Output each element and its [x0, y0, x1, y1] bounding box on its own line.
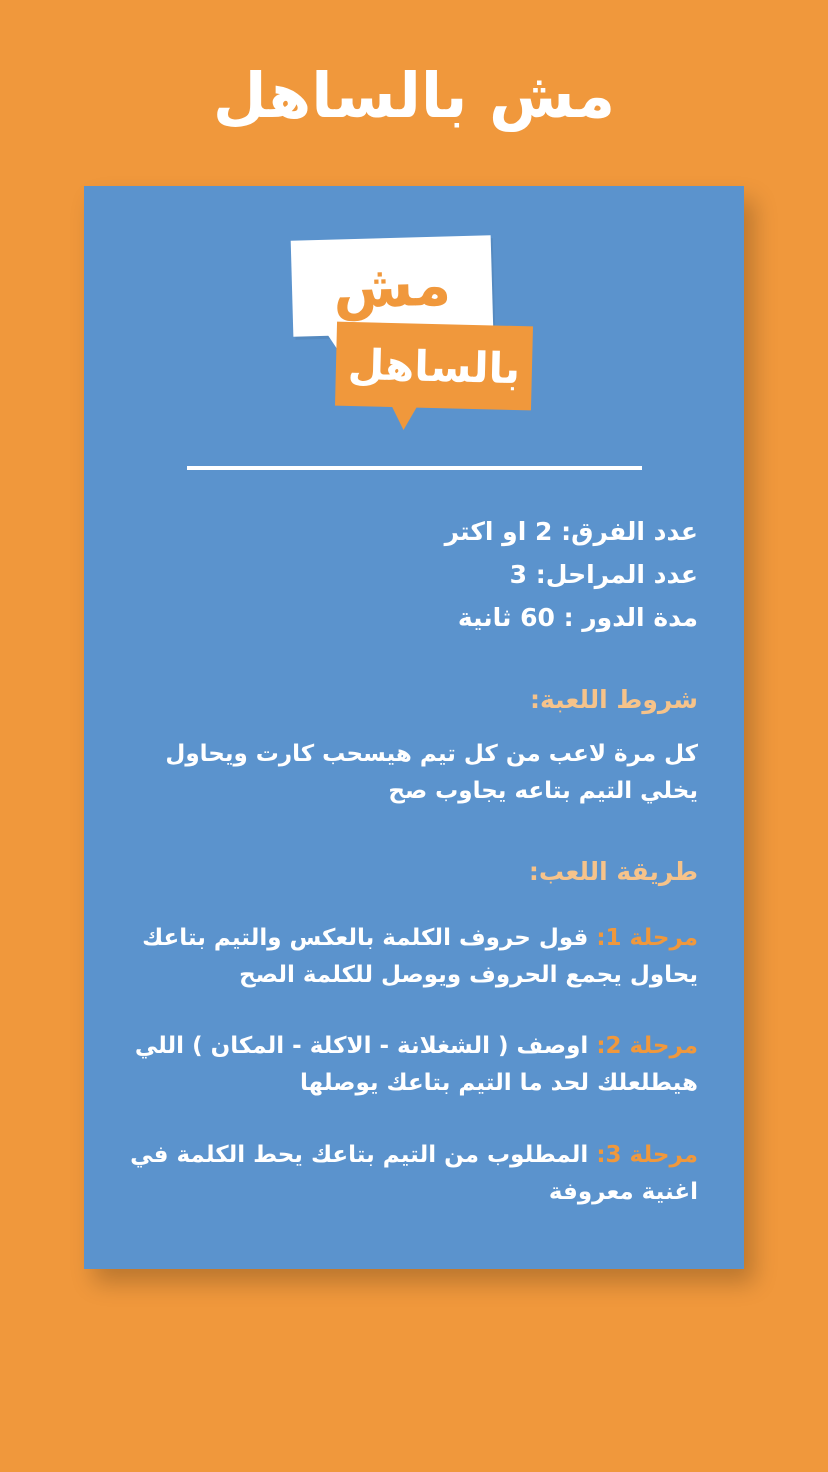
stage-text: المطلوب من التيم بتاعك يحط الكلمة في اغنية معروفة — [130, 1141, 698, 1205]
stage-label: مرحلة 3: — [596, 1141, 698, 1168]
howto-section — [130, 811, 698, 1212]
stage-label: مرحلة 1: — [596, 924, 698, 951]
game-logo — [284, 238, 544, 438]
page-title: مش بالساهل — [212, 59, 616, 132]
game-card — [84, 186, 744, 1269]
rules-body: كل مرة لاعب من كل تيم هيسحب كارت ويحاول يخلي التيم بتاعه يجاوب صح — [165, 741, 698, 805]
meta-turn-time: مدة الدور : 60 ثانية — [457, 603, 698, 633]
stage-text: قول حروف الكلمة بالعكس والتيم بتاعك يحاول يجمع الحروف ويوصل للكلمة الصح — [142, 924, 698, 988]
meta-teams: عدد الفرق: 2 او اكتر — [444, 517, 698, 547]
logo-word-top: مش — [332, 250, 452, 322]
logo-word-bottom: بالساهل — [347, 339, 521, 393]
howto-heading: طريقة اللعب: — [528, 856, 698, 886]
rules-heading: شروط اللعبة: — [530, 685, 698, 715]
meta-rounds: عدد المراحل: 3 — [509, 560, 698, 590]
divider — [187, 466, 642, 470]
rules-section — [130, 639, 698, 811]
stage-item — [130, 920, 698, 995]
stage-item — [130, 1028, 698, 1103]
stage-text: اوصف ( الشغلانة - الاكلة - المكان ) اللي هيطلعلك لحد ما التيم بتاعك يوصلها — [134, 1033, 698, 1097]
stage-label: مرحلة 2: — [596, 1033, 698, 1060]
stage-item — [130, 1137, 698, 1212]
game-meta — [130, 510, 698, 639]
